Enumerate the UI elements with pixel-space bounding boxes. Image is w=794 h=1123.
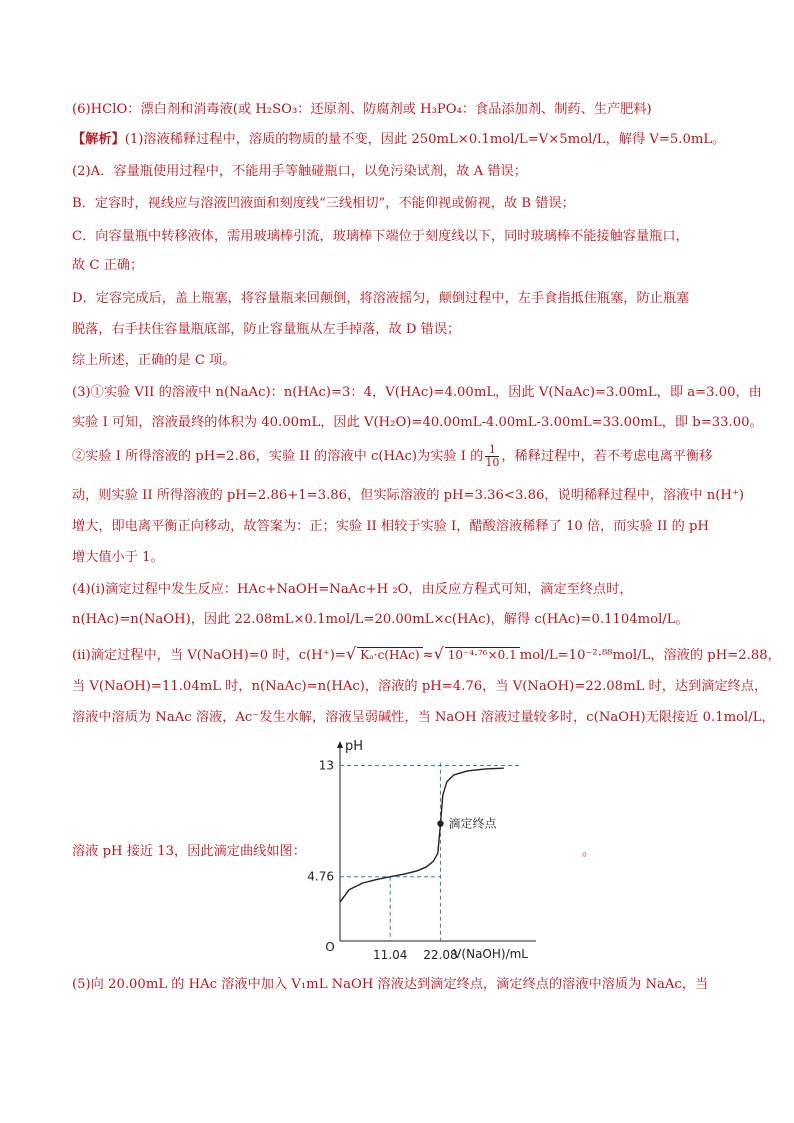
analysis-line-15: (4)(i)滴定过程中发生反应：HAc+NaOH=NaAc+H ₂O，由反应方程式可知，滴定至终点时， bbox=[72, 582, 633, 597]
analysis-line-20: 溶液 pH 接近 13，因此滴定曲线如图： bbox=[72, 844, 306, 859]
analysis-line-19: 溶液中溶质为 NaAc 溶液，Ac⁻发生水解，溶液呈弱碱性，当 NaOH 溶液过量较多时，c(NaOH)无限接近 0.1mol/L， bbox=[72, 710, 775, 725]
analysis-tag: 【解析】 bbox=[72, 132, 125, 147]
answer-line-6: (6)HClO：漂白剂和消毒液(或 H₂SO₃：还原剂、防腐剂或 H₃PO₄：食品添加剂、制药、生产肥料) bbox=[72, 102, 652, 117]
equivalence-point-marker bbox=[437, 820, 443, 826]
y-axis-arrow bbox=[337, 741, 343, 748]
analysis-line-21: (5)向 20.00mL 的 HAc 溶液中加入 V₁mL NaOH 溶液达到滴定终点，滴定终点的溶液中溶质为 NaAc，当 bbox=[72, 977, 709, 992]
fraction-one-tenth bbox=[485, 444, 499, 469]
titration-curve bbox=[340, 768, 504, 902]
y-axis-label: pH bbox=[345, 739, 364, 754]
fraction-denominator: 10 bbox=[485, 456, 500, 469]
analysis-line-10: 实验 I 可知，溶液最终的体积为 40.00mL，因此 V(H₂O)=40.00mL-4.00mL-3.00mL=33.00mL，即 b=33.00。 bbox=[72, 415, 763, 430]
analysis-line-5: 故 C 正确； bbox=[72, 258, 144, 273]
analysis-line-6: D．定容完成后，盖上瓶塞，将容量瓶来回颠倒，将溶液摇匀，颠倒过程中，左手食指抵住瓶塞，防止瓶塞 bbox=[72, 291, 690, 306]
analysis-line-9: (3)①实验 VII 的溶液中 n(NaAc)：n(HAc)=3：4，V(HAc)=4.00mL，因此 V(NaAc)=3.00mL，即 a=3.00，由 bbox=[72, 385, 762, 400]
analysis-line-13: 增大，即电离平衡正向移动，故答案为：正；实验 II 相较于实验 I，醋酸溶液稀释了 10 倍，而实验 II 的 pH bbox=[72, 519, 709, 534]
analysis-line-12: 动，则实验 II 所得溶液的 pH=2.86+1=3.86，但实际溶液的 pH=3.36<3.86，说明稀释过程中，溶液中 n(H⁺) bbox=[72, 488, 745, 503]
analysis-line-17 bbox=[72, 644, 781, 666]
analysis-text-17a: (ii)滴定过程中，当 V(NaOH)=0 时，c(H⁺)= bbox=[72, 648, 346, 663]
analysis-text-11a: ②实验 I 所得溶液的 pH=2.86，实验 II 的溶液中 c(HAc)为实验 I 的 bbox=[72, 449, 484, 464]
origin-label: O bbox=[325, 940, 335, 954]
analysis-text-17b: mol/L=10⁻²·⁸⁸mol/L，溶液的 pH=2.88， bbox=[519, 648, 781, 663]
analysis-line-4: C．向容量瓶中转移液体，需用玻璃棒引流，玻璃棒下端位于刻度线以下，同时玻璃棒不能接触容量瓶口， bbox=[72, 229, 689, 244]
titration-curve-chart bbox=[300, 736, 540, 966]
y-tick-label-4-76: 4.76 bbox=[307, 869, 334, 884]
approx-sign: ≈ bbox=[422, 648, 434, 663]
analysis-line-2: (2)A．容量瓶使用过程中，不能用手等触碰瓶口，以免污染试剂，故 A 错误； bbox=[72, 164, 527, 179]
sqrt-ka-c: Kₐ·c(HAc) bbox=[357, 647, 422, 662]
y-tick-label-13: 13 bbox=[318, 758, 334, 773]
analysis-line-18: 当 V(NaOH)=11.04mL 时，n(NaAc)=n(HAc)，溶液的 pH=4.76，当 V(NaOH)=22.08mL 时，达到滴定终点， bbox=[72, 679, 768, 694]
analysis-line-16: n(HAc)=n(NaOH)，因此 22.08mL×0.1mol/L=20.00mL×c(HAc)，解得 c(HAc)=0.1104mol/L。 bbox=[72, 612, 689, 627]
analysis-line-11 bbox=[72, 443, 712, 471]
analysis-text-1: (1)溶液稀释过程中，溶质的物质的量不变，因此 250mL×0.1mol/L=V×5mol/L，解得 V=5.0mL。 bbox=[124, 132, 726, 147]
sqrt-sign-2: √ bbox=[433, 644, 444, 663]
equivalence-point-label: 滴定终点 bbox=[448, 816, 497, 831]
analysis-line-20-end: 。 bbox=[582, 844, 596, 859]
x-tick-label-22-08: 22.08 bbox=[423, 948, 458, 962]
analysis-line-7: 脱落，右手扶住容量瓶底部，防止容量瓶从左手掉落，故 D 错误； bbox=[72, 322, 461, 337]
x-tick-label-11-04: 11.04 bbox=[373, 948, 408, 962]
sqrt-value: 10⁻⁴·⁷⁶×0.1 bbox=[445, 647, 520, 662]
analysis-text-11b: ，稀释过程中，若不考虑电离平衡移 bbox=[501, 449, 713, 464]
fraction-numerator: 1 bbox=[485, 444, 499, 457]
analysis-line-14: 增大值小于 1。 bbox=[72, 550, 164, 565]
sqrt-sign-1: √ bbox=[345, 644, 357, 663]
x-axis-label: V(NaOH)/mL bbox=[453, 947, 528, 961]
analysis-line-8: 综上所述，正确的是 C 项。 bbox=[72, 353, 236, 368]
analysis-line-1 bbox=[72, 130, 725, 150]
analysis-line-3: B．定容时，视线应与溶液凹液面和刻度线“三线相切”，不能仰视或俯视，故 B 错误； bbox=[72, 196, 575, 211]
